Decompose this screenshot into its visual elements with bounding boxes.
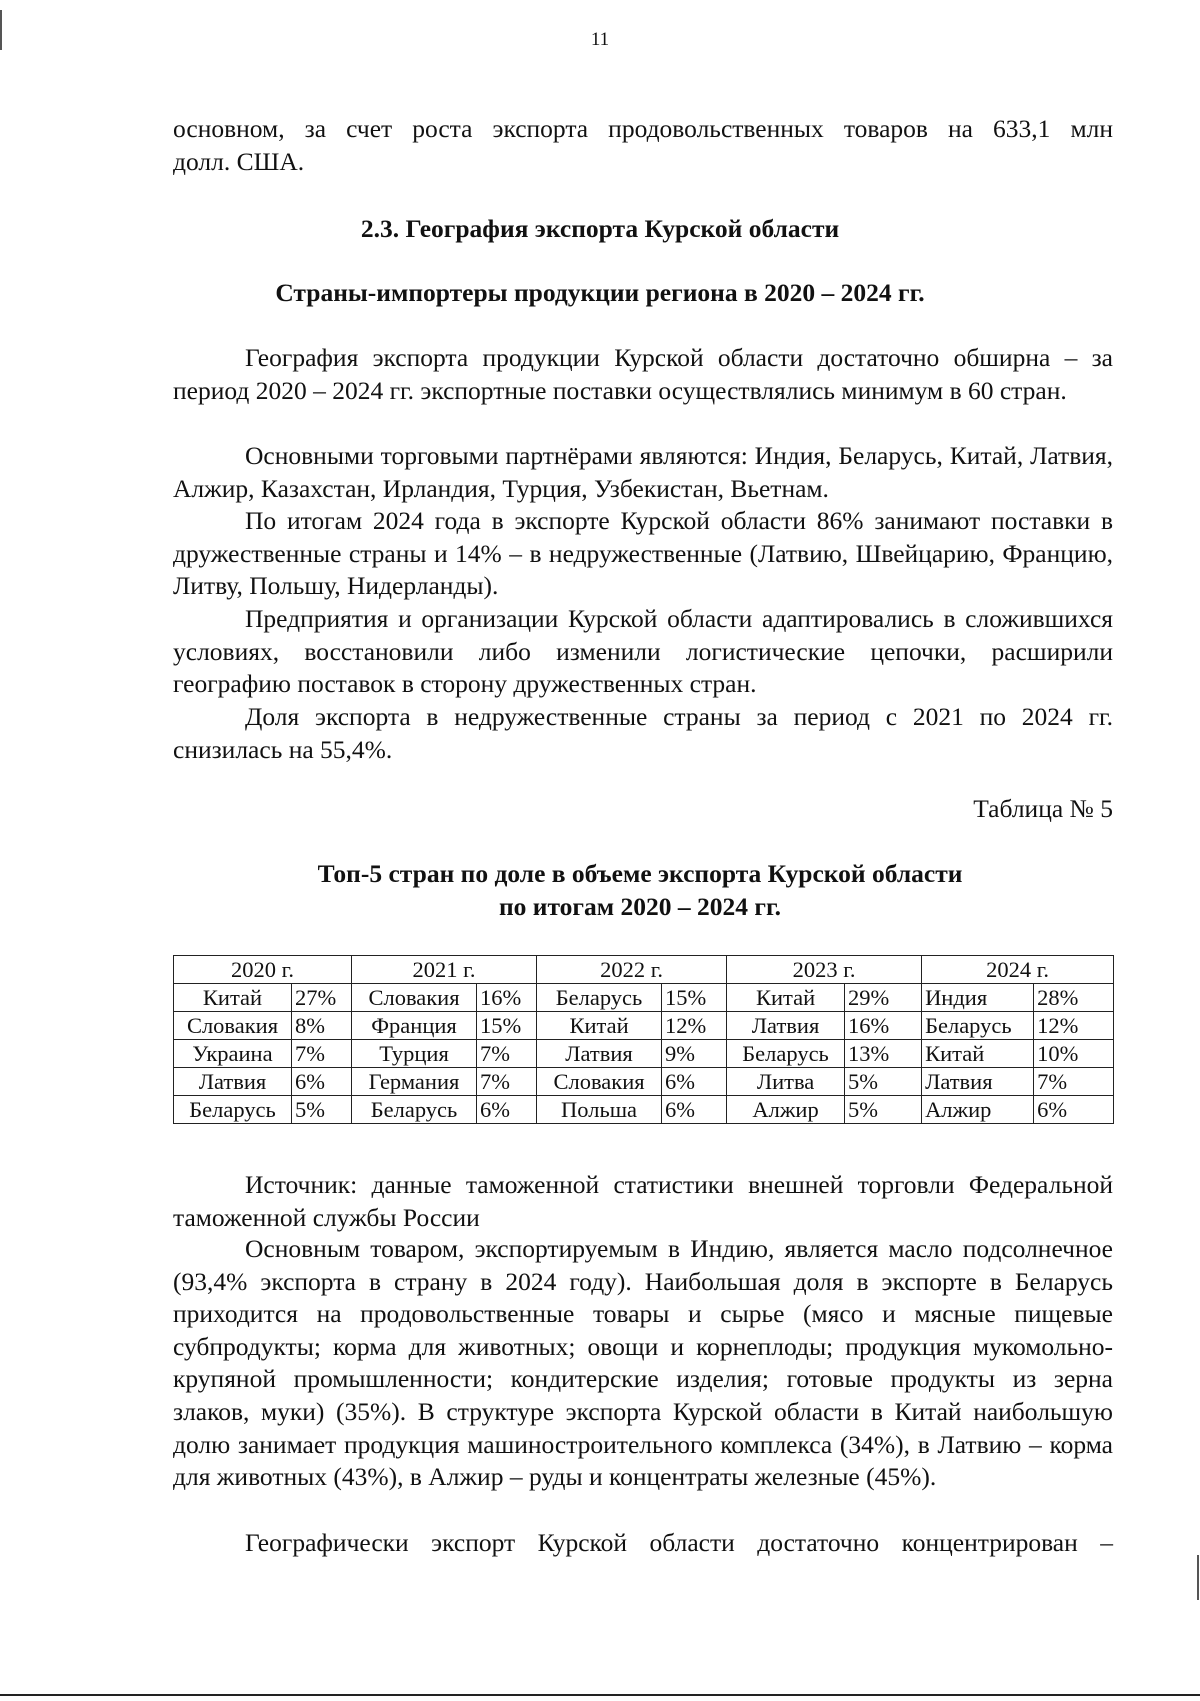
share-cell: 16%: [845, 1012, 922, 1040]
share-cell: 15%: [662, 984, 727, 1012]
share-cell: 7%: [1034, 1068, 1114, 1096]
share-cell: 28%: [1034, 984, 1114, 1012]
table-row: [174, 1096, 1114, 1124]
paragraph-adaptation: Предприятия и организации Курской области адаптировались в сложившихся условиях, восстановили либо изменили логистические цепочки, расширили географию поставок в сторону дружественных стран.: [173, 604, 1113, 699]
country-cell: Словакия: [174, 1012, 292, 1040]
section-heading: 2.3. География экспорта Курской области: [360, 214, 840, 243]
table-row: [174, 1012, 1114, 1040]
top5-countries-table: [173, 955, 1114, 1124]
share-cell: 9%: [662, 1040, 727, 1068]
table-title-line2: по итогам 2020 – 2024 гг.: [498, 892, 782, 921]
country-cell: Беларусь: [352, 1096, 477, 1124]
share-cell: 6%: [662, 1096, 727, 1124]
page-number: 11: [590, 29, 610, 50]
share-cell: 16%: [477, 984, 537, 1012]
country-cell: Франция: [352, 1012, 477, 1040]
paragraph-unfriendly-decline: Доля экспорта в недружественные страны за период с 2021 по 2024 гг. снизилась на 55,4%.: [173, 702, 1113, 764]
country-cell: Украина: [174, 1040, 292, 1068]
country-cell: Китай: [537, 1012, 662, 1040]
country-cell: Беларусь: [922, 1012, 1034, 1040]
country-cell: Латвия: [727, 1012, 845, 1040]
year-header: 2022 г.: [537, 956, 727, 984]
share-cell: 10%: [1034, 1040, 1114, 1068]
share-cell: 7%: [477, 1068, 537, 1096]
country-cell: Алжир: [727, 1096, 845, 1124]
country-cell: Китай: [922, 1040, 1034, 1068]
scan-edge-mark: [0, 10, 2, 50]
source-note: Источник: данные таможенной статистики внешней торговли Федеральной таможенной службы России: [173, 1170, 1113, 1232]
country-cell: Беларусь: [537, 984, 662, 1012]
paragraph-friendly-share: По итогам 2024 года в экспорте Курской области 86% занимают поставки в дружественные страны и 14% – в недружественные (Латвию, Швейцарию, Францию, Литву, Польшу, Нидерланды).: [173, 506, 1113, 601]
country-cell: Китай: [727, 984, 845, 1012]
paragraph-export-structure: Основным товаром, экспортируемым в Индию, является масло подсолнечное (93,4% экспорта в страну в 2024 году). Наибольшая доля в экспорте в Беларусь приходится на продовольственные товары и сырье (мясо и мясные пищевые субпродукты; корма для животных; овощи и корнеплоды; продукция мукомольно-крупяной промышленности; кондитерские изделия; готовые продукты из зерна злаков, муки) (35%). В структуре экспорта Курской области в Китай наибольшую долю занимает продукция машиностроительного комплекса (34%), в Латвию – корма для животных (43%), в Алжир – руды и концентраты железные (45%).: [173, 1234, 1113, 1492]
share-cell: 13%: [845, 1040, 922, 1068]
country-cell: Индия: [922, 984, 1034, 1012]
share-cell: 5%: [292, 1096, 352, 1124]
table-header-row: [174, 956, 1114, 984]
year-header: 2023 г.: [727, 956, 922, 984]
country-cell: Латвия: [922, 1068, 1034, 1096]
share-cell: 6%: [1034, 1096, 1114, 1124]
paragraph-concentration: Географически экспорт Курской области достаточно концентрирован –: [245, 1528, 1113, 1557]
table-title-line1: Топ-5 стран по доле в объеме экспорта Курской области: [317, 859, 963, 888]
country-cell: Беларусь: [174, 1096, 292, 1124]
scan-edge-mark: [1197, 1555, 1199, 1600]
share-cell: 7%: [292, 1040, 352, 1068]
country-cell: Словакия: [537, 1068, 662, 1096]
table-row: [174, 984, 1114, 1012]
country-cell: Турция: [352, 1040, 477, 1068]
country-cell: Литва: [727, 1068, 845, 1096]
scan-bottom-line: [0, 1694, 1200, 1696]
year-header: 2021 г.: [352, 956, 537, 984]
paragraph-partners: Основными торговыми партнёрами являются: Индия, Беларусь, Китай, Латвия, Алжир, Казахстан, Ирландия, Турция, Узбекистан, Вьетнам.: [173, 441, 1113, 503]
share-cell: 6%: [292, 1068, 352, 1096]
share-cell: 8%: [292, 1012, 352, 1040]
share-cell: 27%: [292, 984, 352, 1012]
paragraph-continued-line2: долл. США.: [173, 147, 305, 176]
table-title: [270, 857, 1010, 923]
share-cell: 6%: [662, 1068, 727, 1096]
country-cell: Китай: [174, 984, 292, 1012]
share-cell: 5%: [845, 1068, 922, 1096]
country-cell: Алжир: [922, 1096, 1034, 1124]
year-header: 2020 г.: [174, 956, 352, 984]
subsection-heading: Страны-импортеры продукции региона в 2020 – 2024 гг.: [275, 278, 925, 307]
share-cell: 15%: [477, 1012, 537, 1040]
country-cell: Латвия: [174, 1068, 292, 1096]
share-cell: 5%: [845, 1096, 922, 1124]
country-cell: Германия: [352, 1068, 477, 1096]
year-header: 2024 г.: [922, 956, 1114, 984]
table-row: [174, 1040, 1114, 1068]
country-cell: Латвия: [537, 1040, 662, 1068]
share-cell: 7%: [477, 1040, 537, 1068]
paragraph-continued-line1: основном, за счет роста экспорта продовольственных товаров на 633,1 млн: [173, 114, 1113, 143]
share-cell: 29%: [845, 984, 922, 1012]
share-cell: 6%: [477, 1096, 537, 1124]
country-cell: Словакия: [352, 984, 477, 1012]
table-row: [174, 1068, 1114, 1096]
country-cell: Беларусь: [727, 1040, 845, 1068]
country-cell: Польша: [537, 1096, 662, 1124]
share-cell: 12%: [662, 1012, 727, 1040]
table-label: Таблица № 5: [973, 794, 1113, 823]
share-cell: 12%: [1034, 1012, 1114, 1040]
paragraph-geography: География экспорта продукции Курской области достаточно обширна – за период 2020 – 2024 гг. экспортные поставки осуществлялись минимум в 60 стран.: [173, 343, 1113, 405]
